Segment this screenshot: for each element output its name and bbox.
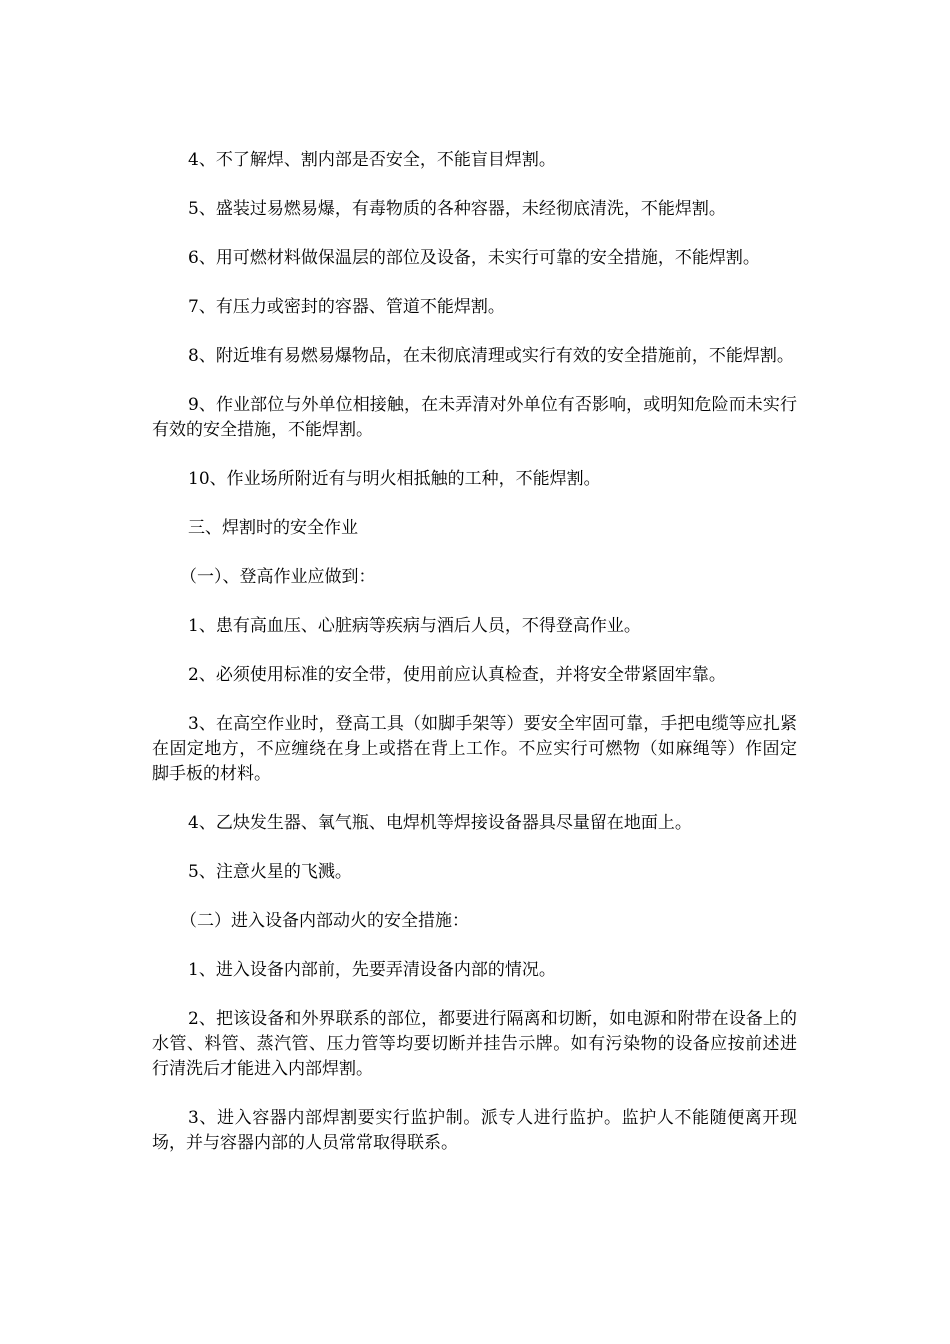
paragraph-item-5: 5、盛装过易燃易爆，有毒物质的各种容器，未经彻底清洗，不能焊割。 (188, 199, 726, 219)
subsection1-item-3: 3、在高空作业时，登高工具（如脚手架等）要安全牢固可靠，手把电缆等应扎紧在固定地方，不应缠绕在身上或搭在背上工作。不应实行可燃物（如麻绳等）作固定脚手板的材料。 (152, 714, 797, 784)
paragraph-item-8: 8、附近堆有易燃易爆物品，在未彻底清理或实行有效的安全措施前，不能焊割。 (188, 346, 794, 366)
subsection-heading-2: （二）进入设备内部动火的安全措施： (180, 911, 469, 931)
subsection1-item-5: 5、注意火星的飞溅。 (188, 862, 352, 882)
subsection1-item-2: 2、必须使用标准的安全带，使用前应认真检查，并将安全带紧固牢靠。 (188, 665, 726, 685)
subsection1-item-1: 1、患有高血压、心脏病等疾病与酒后人员，不得登高作业。 (188, 616, 641, 636)
paragraph-item-9: 9、作业部位与外单位相接触，在未弄清对外单位有否影响，或明知危险而未实行有效的安全措施，不能焊割。 (152, 395, 797, 440)
section-heading-3: 三、焊割时的安全作业 (188, 518, 358, 538)
paragraph-item-7: 7、有压力或密封的容器、管道不能焊割。 (188, 297, 505, 317)
subsection2-item-3: 3、进入容器内部焊割要实行监护制。派专人进行监护。监护人不能随便离开现场，并与容器内部的人员常常取得联系。 (152, 1108, 797, 1153)
subsection2-item-1: 1、进入设备内部前，先要弄清设备内部的情况。 (188, 960, 556, 980)
subsection-heading-1: （一）、登高作业应做到： (180, 567, 376, 587)
paragraph-item-4: 4、不了解焊、割内部是否安全，不能盲目焊割。 (188, 150, 556, 170)
paragraph-item-10: 10、作业场所附近有与明火相抵触的工种，不能焊割。 (188, 469, 601, 489)
paragraph-item-6: 6、用可燃材料做保温层的部位及设备，未实行可靠的安全措施，不能焊割。 (188, 248, 760, 268)
document-body (152, 148, 797, 1180)
subsection1-item-4: 4、乙炔发生器、氧气瓶、电焊机等焊接设备器具尽量留在地面上。 (188, 813, 692, 833)
subsection2-item-2: 2、把该设备和外界联系的部位，都要进行隔离和切断，如电源和附带在设备上的水管、料管、蒸汽管、压力管等均要切断并挂告示牌。如有污染物的设备应按前述进行清洗后才能进入内部焊割。 (152, 1009, 797, 1079)
